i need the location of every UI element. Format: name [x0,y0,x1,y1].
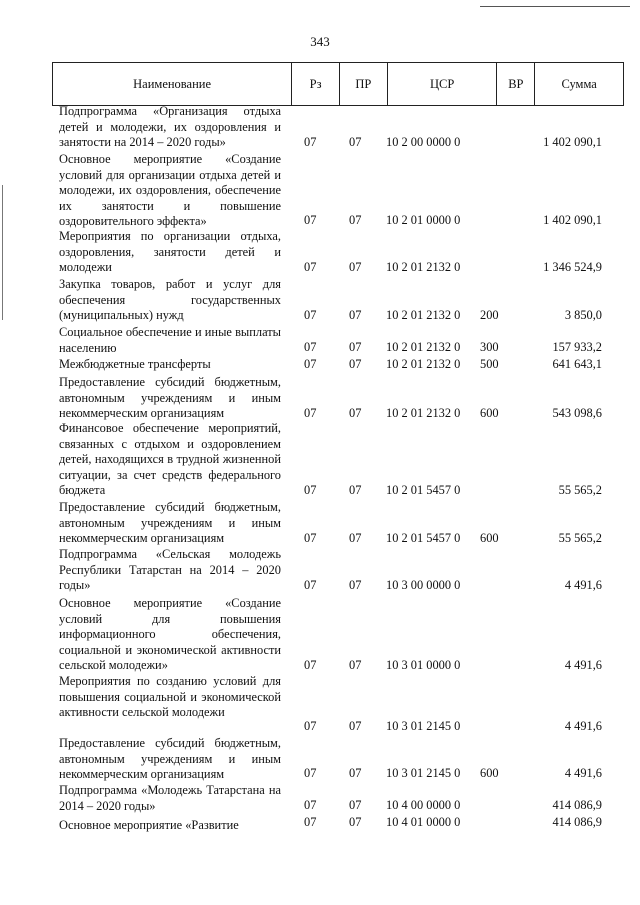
row-sum: 55 565,2 [558,531,602,545]
row-sum: 4 491,6 [564,766,602,780]
scan-edge-line [480,6,630,7]
row-pr: 07 [349,658,362,672]
row-pr: 07 [349,766,362,780]
row-rz: 07 [304,798,317,812]
row-vr: 600 [480,406,499,420]
row-pr: 07 [349,357,362,371]
row-csr: 10 2 01 2132 0 [386,260,461,274]
row-csr: 10 2 01 2132 0 [386,340,461,354]
row-sum: 157 933,2 [552,340,602,354]
row-pr: 07 [349,578,362,592]
row-csr: 10 2 01 5457 0 [386,483,461,497]
row-pr: 07 [349,260,362,274]
row-csr: 10 2 01 2132 0 [386,308,461,322]
row-sum: 4 491,6 [564,658,602,672]
row-pr: 07 [349,483,362,497]
row-csr: 10 2 01 0000 0 [386,213,461,227]
row-rz: 07 [304,578,317,592]
row-pr: 07 [349,798,362,812]
row-csr: 10 2 01 5457 0 [386,531,461,545]
row-pr: 07 [349,308,362,322]
row-rz: 07 [304,815,317,829]
row-csr: 10 2 01 2132 0 [386,357,461,371]
row-rz: 07 [304,308,317,322]
row-csr: 10 2 00 0000 0 [386,135,461,149]
row-vr: 500 [480,357,499,371]
row-pr: 07 [349,815,362,829]
page-number: 343 [310,34,330,49]
row-csr: 10 2 01 2132 0 [386,406,461,420]
row-rz: 07 [304,340,317,354]
row-pr: 07 [349,719,362,733]
row-sum: 414 086,9 [552,798,602,812]
row-sum: 543 098,6 [552,406,602,420]
row-name: Подпрограмма «Сельская молодежь Республики Татарстан на 2014 – 2020 годы» [59,547,281,593]
header-sum: Сумма [561,76,597,91]
header-csr: ЦСР [388,63,498,105]
row-vr: 600 [480,531,499,545]
row-sum: 1 346 524,9 [543,260,602,274]
row-vr: 200 [480,308,499,322]
row-pr: 07 [349,213,362,227]
header-vr: ВР [497,63,535,105]
row-sum: 414 086,9 [552,815,602,829]
row-name: Закупка товаров, работ и услуг для обеспечения государственных (муниципальных) нужд [59,277,281,323]
row-name: Финансовое обеспечение мероприятий, связанных с отдыхом и оздоровлением детей, находящихся в трудной жизненной ситуации, за счет средств федерального бюджета [59,421,281,498]
row-csr: 10 3 01 2145 0 [386,766,461,780]
row-name: Основное мероприятие «Развитие [59,818,239,832]
row-rz: 07 [304,719,317,733]
row-sum: 4 491,6 [564,578,602,592]
row-sum: 1 402 090,1 [543,213,602,227]
row-vr: 300 [480,340,499,354]
row-name: Подпрограмма «Организация отдыха детей и молодежи, их оздоровления и занятости на 2014 – 2020 годы» [59,104,281,150]
row-sum: 3 850,0 [564,308,602,322]
row-csr: 10 4 01 0000 0 [386,815,461,829]
row-name: Предоставление субсидий бюджетным, автономным учреждениям и иным некоммерческим организациям [59,500,281,546]
row-vr: 600 [480,766,499,780]
header-pr: ПР [340,63,388,105]
row-name: Основное мероприятие «Создание условий для организации отдыха детей и молодежи, их оздоровления, обеспечение их занятости и повышение оздоровительного эффекта» [59,152,281,229]
table-header [52,62,624,106]
row-rz: 07 [304,531,317,545]
row-pr: 07 [349,406,362,420]
row-rz: 07 [304,213,317,227]
row-name: Мероприятия по организации отдыха, оздоровления, занятости детей и молодежи [59,229,281,275]
scan-margin-mark [2,185,3,320]
row-name: Основное мероприятие «Создание условий для повышения информационного обеспечения, социальной и экономической активности сельской молодежи» [59,596,281,673]
row-name: Предоставление субсидий бюджетным, автономным учреждениям и иным некоммерческим организациям [59,375,281,421]
row-sum: 1 402 090,1 [543,135,602,149]
row-sum: 55 565,2 [558,483,602,497]
row-pr: 07 [349,135,362,149]
row-name: Подпрограмма «Молодежь Татарстана на 2014 – 2020 годы» [59,783,281,813]
row-rz: 07 [304,357,317,371]
row-name: Мероприятия по созданию условий для повышения социальной и экономической активности сельской молодежи [59,674,281,720]
header-rz: Рз [292,63,340,105]
header-name: Наименование [53,63,292,105]
row-sum: 4 491,6 [564,719,602,733]
row-rz: 07 [304,658,317,672]
row-name: Социальное обеспечение и иные выплаты населению [59,325,281,355]
row-csr: 10 3 00 0000 0 [386,578,461,592]
row-rz: 07 [304,406,317,420]
row-csr: 10 3 01 0000 0 [386,658,461,672]
row-rz: 07 [304,483,317,497]
row-pr: 07 [349,340,362,354]
row-rz: 07 [304,135,317,149]
row-rz: 07 [304,766,317,780]
row-name: Предоставление субсидий бюджетным, автономным учреждениям и иным некоммерческим организациям [59,736,281,782]
row-rz: 07 [304,260,317,274]
row-csr: 10 3 01 2145 0 [386,719,461,733]
row-pr: 07 [349,531,362,545]
row-sum: 641 643,1 [552,357,602,371]
row-csr: 10 4 00 0000 0 [386,798,461,812]
row-name: Межбюджетные трансферты [59,357,211,371]
